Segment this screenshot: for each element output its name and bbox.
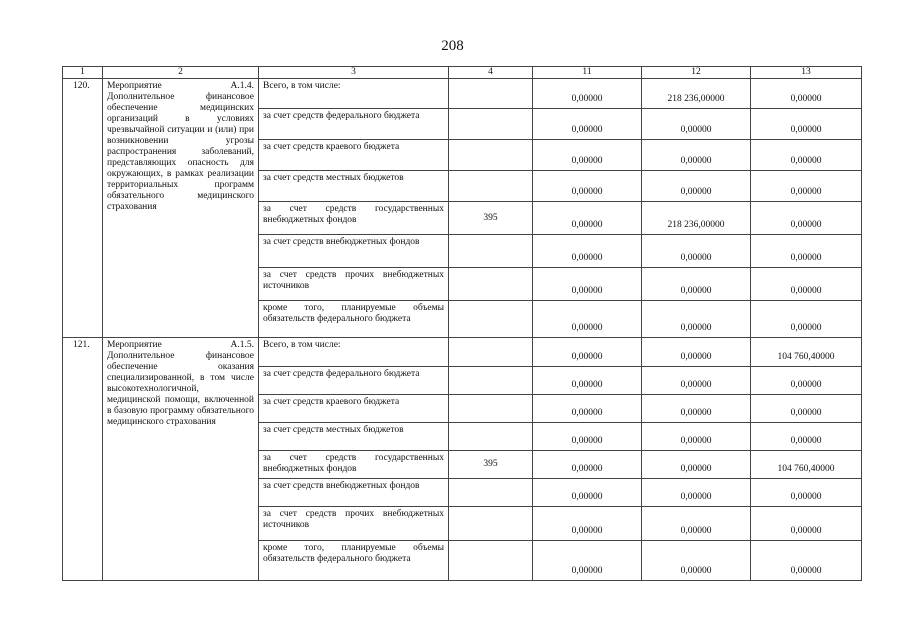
column-header: 11 — [533, 67, 642, 79]
funding-source-cell: за счет средств государственных внебюджетных фондов — [259, 202, 449, 235]
value-col-13-cell: 0,00000 — [751, 79, 862, 109]
funding-source-cell: за счет средств местных бюджетов — [259, 171, 449, 202]
value-col-12-cell: 218 236,00000 — [642, 202, 751, 235]
code-cell — [449, 541, 533, 581]
value-col-13-cell: 0,00000 — [751, 507, 862, 541]
value-col-11-cell: 0,00000 — [533, 541, 642, 581]
value-col-11-cell: 0,00000 — [533, 202, 642, 235]
value-col-13-cell: 0,00000 — [751, 109, 862, 140]
value-col-11-cell: 0,00000 — [533, 423, 642, 451]
table-row — [63, 79, 862, 109]
value-col-11-cell: 0,00000 — [533, 367, 642, 395]
value-col-13-cell: 0,00000 — [751, 202, 862, 235]
funding-source-cell: кроме того, планируемые объемы обязательств федерального бюджета — [259, 541, 449, 581]
value-col-12-cell: 0,00000 — [642, 479, 751, 507]
value-col-12-cell: 0,00000 — [642, 171, 751, 202]
value-col-11-cell: 0,00000 — [533, 140, 642, 171]
value-col-13-cell: 104 760,40000 — [751, 338, 862, 367]
funding-source-cell: за счет средств внебюджетных фондов — [259, 235, 449, 268]
value-col-13-cell: 0,00000 — [751, 171, 862, 202]
value-col-11-cell: 0,00000 — [533, 301, 642, 338]
value-col-11-cell: 0,00000 — [533, 395, 642, 423]
value-col-13-cell: 0,00000 — [751, 235, 862, 268]
funding-source-cell: за счет средств федерального бюджета — [259, 109, 449, 140]
value-col-13-cell: 0,00000 — [751, 541, 862, 581]
budget-table — [62, 66, 862, 581]
value-col-12-cell: 0,00000 — [642, 235, 751, 268]
code-cell — [449, 79, 533, 109]
value-col-12-cell: 0,00000 — [642, 338, 751, 367]
code-cell: 395 — [449, 451, 533, 479]
value-col-12-cell: 0,00000 — [642, 507, 751, 541]
funding-source-cell: Всего, в том числе: — [259, 338, 449, 367]
funding-source-cell: за счет средств прочих внебюджетных источников — [259, 507, 449, 541]
value-col-11-cell: 0,00000 — [533, 109, 642, 140]
funding-source-cell: кроме того, планируемые объемы обязательств федерального бюджета — [259, 301, 449, 338]
column-header: 2 — [103, 67, 259, 79]
row-number-cell: 120. — [63, 79, 103, 338]
value-col-11-cell: 0,00000 — [533, 507, 642, 541]
value-col-11-cell: 0,00000 — [533, 268, 642, 301]
code-cell — [449, 171, 533, 202]
value-col-13-cell: 0,00000 — [751, 423, 862, 451]
funding-source-cell: за счет средств федерального бюджета — [259, 367, 449, 395]
value-col-11-cell: 0,00000 — [533, 479, 642, 507]
value-col-12-cell: 0,00000 — [642, 367, 751, 395]
column-header: 3 — [259, 67, 449, 79]
value-col-11-cell: 0,00000 — [533, 338, 642, 367]
value-col-11-cell: 0,00000 — [533, 79, 642, 109]
value-col-12-cell: 0,00000 — [642, 109, 751, 140]
table-row — [63, 338, 862, 367]
code-cell — [449, 268, 533, 301]
value-col-13-cell: 0,00000 — [751, 367, 862, 395]
value-col-11-cell: 0,00000 — [533, 235, 642, 268]
value-col-12-cell: 0,00000 — [642, 541, 751, 581]
value-col-13-cell: 0,00000 — [751, 479, 862, 507]
code-cell — [449, 109, 533, 140]
value-col-12-cell: 0,00000 — [642, 268, 751, 301]
code-cell — [449, 479, 533, 507]
value-col-11-cell: 0,00000 — [533, 451, 642, 479]
page-number: 208 — [441, 38, 464, 54]
funding-source-cell: за счет средств местных бюджетов — [259, 423, 449, 451]
funding-source-cell: за счет средств прочих внебюджетных источников — [259, 268, 449, 301]
code-cell — [449, 235, 533, 268]
code-cell — [449, 338, 533, 367]
column-header: 13 — [751, 67, 862, 79]
value-col-12-cell: 0,00000 — [642, 395, 751, 423]
value-col-12-cell: 0,00000 — [642, 140, 751, 171]
column-header: 1 — [63, 67, 103, 79]
funding-source-cell: за счет средств внебюджетных фондов — [259, 479, 449, 507]
value-col-13-cell: 0,00000 — [751, 301, 862, 338]
value-col-12-cell: 0,00000 — [642, 451, 751, 479]
row-number-cell: 121. — [63, 338, 103, 581]
funding-source-cell: за счет средств краевого бюджета — [259, 140, 449, 171]
funding-source-cell: Всего, в том числе: — [259, 79, 449, 109]
value-col-13-cell: 0,00000 — [751, 140, 862, 171]
funding-source-cell: за счет средств краевого бюджета — [259, 395, 449, 423]
value-col-12-cell: 0,00000 — [642, 423, 751, 451]
value-col-13-cell: 104 760,40000 — [751, 451, 862, 479]
event-description-cell: Мероприятие А.1.4. Дополнительное финансовое обеспечение медицинских организаций в условиях чрезвычайной ситуации и (или) при возникновении угрозы распространения заболеваний, представляющих опасность для окружающих, в рамках реализации территориальных программ обязательного медицинского страхования — [103, 79, 259, 338]
value-col-13-cell: 0,00000 — [751, 268, 862, 301]
column-number-row — [63, 67, 862, 79]
value-col-12-cell: 0,00000 — [642, 301, 751, 338]
code-cell — [449, 301, 533, 338]
code-cell — [449, 395, 533, 423]
value-col-12-cell: 218 236,00000 — [642, 79, 751, 109]
funding-source-cell: за счет средств государственных внебюджетных фондов — [259, 451, 449, 479]
table-body — [63, 79, 862, 581]
event-description-cell: Мероприятие А.1.5. Дополнительное финансовое обеспечение оказания специализированной, в том числе высокотехнологичной, медицинской помощи, включенной в базовую программу обязательного медицинского страхования — [103, 338, 259, 581]
column-header: 4 — [449, 67, 533, 79]
code-cell — [449, 140, 533, 171]
column-header: 12 — [642, 67, 751, 79]
code-cell — [449, 367, 533, 395]
value-col-13-cell: 0,00000 — [751, 395, 862, 423]
code-cell: 395 — [449, 202, 533, 235]
code-cell — [449, 507, 533, 541]
code-cell — [449, 423, 533, 451]
value-col-11-cell: 0,00000 — [533, 171, 642, 202]
